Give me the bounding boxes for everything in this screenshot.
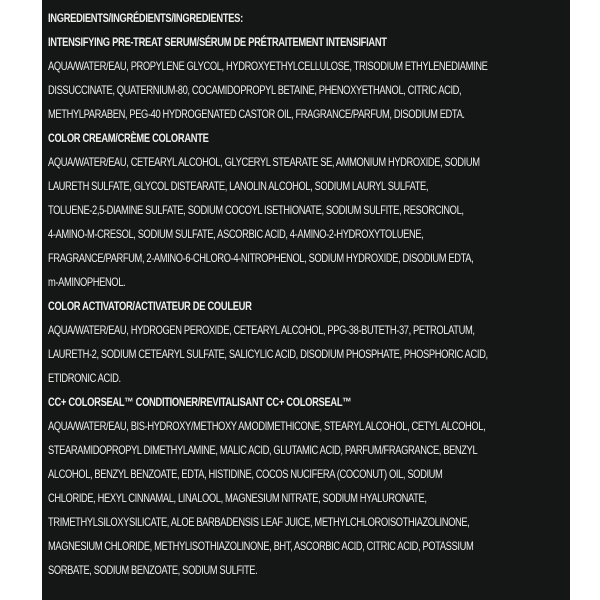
ingredient-line: ETIDRONIC ACID. xyxy=(48,371,121,385)
ingredient-line: m-AMINOPHENOL. xyxy=(48,275,126,289)
ingredient-line: METHYLPARABEN, PEG-40 HYDROGENATED CASTOR OIL, FRAGRANCE/PARFUM, DISODIUM EDTA. xyxy=(48,107,465,121)
ingredient-line: AQUA/WATER/EAU, CETEARYL ALCOHOL, GLYCERYL STEARATE SE, AMMONIUM HYDROXIDE, SODIUM xyxy=(48,155,480,169)
ingredient-line: LAURETH-2, SODIUM CETEARYL SULFATE, SALICYLIC ACID, DISODIUM PHOSPHATE, PHOSPHORIC ACID, xyxy=(48,347,488,361)
ingredient-line: ALCOHOL, BENZYL BENZOATE, EDTA, HISTIDINE, COCOS NUCIFERA (COCONUT) OIL, SODIUM xyxy=(48,467,443,481)
section-heading: COLOR ACTIVATOR/ACTIVATEUR DE COULEUR xyxy=(48,299,252,313)
ingredient-line: TOLUENE-2,5-DIAMINE SULFATE, SODIUM COCOYL ISETHIONATE, SODIUM SULFITE, RESORCINOL, xyxy=(48,203,464,217)
ingredients-label-panel xyxy=(42,0,570,600)
ingredient-line: AQUA/WATER/EAU, PROPYLENE GLYCOL, HYDROXYETHYLCELLULOSE, TRISODIUM ETHYLENEDIAMINE xyxy=(48,59,488,73)
ingredient-line: STEARAMIDOPROPYL DIMETHYLAMINE, MALIC ACID, GLUTAMIC ACID, PARFUM/FRAGRANCE, BENZYL xyxy=(48,443,478,457)
ingredient-line: SORBATE, SODIUM BENZOATE, SODIUM SULFITE. xyxy=(48,563,258,577)
ingredient-line: AQUA/WATER/EAU, BIS-HYDROXY/METHOXY AMODIMETHICONE, STEARYL ALCOHOL, CETYL ALCOHOL, xyxy=(48,419,486,433)
ingredient-line: AQUA/WATER/EAU, HYDROGEN PEROXIDE, CETEARYL ALCOHOL, PPG-38-BUTETH-37, PETROLATUM, xyxy=(48,323,475,337)
ingredients-title: INGREDIENTS/INGRÉDIENTS/INGREDIENTES: xyxy=(48,11,243,25)
ingredient-line: LAURETH SULFATE, GLYCOL DISTEARATE, LANOLIN ALCOHOL, SODIUM LAURYL SULFATE, xyxy=(48,179,429,193)
ingredients-text xyxy=(48,6,570,582)
section-heading: COLOR CREAM/CRÈME COLORANTE xyxy=(48,131,209,145)
section-heading: CC+ COLORSEAL™ CONDITIONER/REVITALISANT CC+ COLORSEAL™ xyxy=(48,395,352,409)
ingredient-line: FRAGRANCE/PARFUM, 2-AMINO-6-CHLORO-4-NITROPHENOL, SODIUM HYDROXIDE, DISODIUM EDTA, xyxy=(48,251,474,265)
section-heading: INTENSIFYING PRE-TREAT SERUM/SÉRUM DE PRÉTRAITEMENT INTENSIFIANT xyxy=(48,35,387,49)
ingredient-line: CHLORIDE, HEXYL CINNAMAL, LINALOOL, MAGNESIUM NITRATE, SODIUM HYALURONATE, xyxy=(48,491,427,505)
ingredient-line: MAGNESIUM CHLORIDE, METHYLISOTHIAZOLINONE, BHT, ASCORBIC ACID, CITRIC ACID, POTASSIUM xyxy=(48,539,474,553)
ingredient-line: 4-AMINO-M-CRESOL, SODIUM SULFATE, ASCORBIC ACID, 4-AMINO-2-HYDROXYTOLUENE, xyxy=(48,227,424,241)
ingredient-line: DISSUCCINATE, QUATERNIUM-80, COCAMIDOPROPYL BETAINE, PHENOXYETHANOL, CITRIC ACID, xyxy=(48,83,462,97)
ingredient-line: TRIMETHYLSILOXYSILICATE, ALOE BARBADENSIS LEAF JUICE, METHYLCHLOROISOTHIAZOLINONE, xyxy=(48,515,470,529)
